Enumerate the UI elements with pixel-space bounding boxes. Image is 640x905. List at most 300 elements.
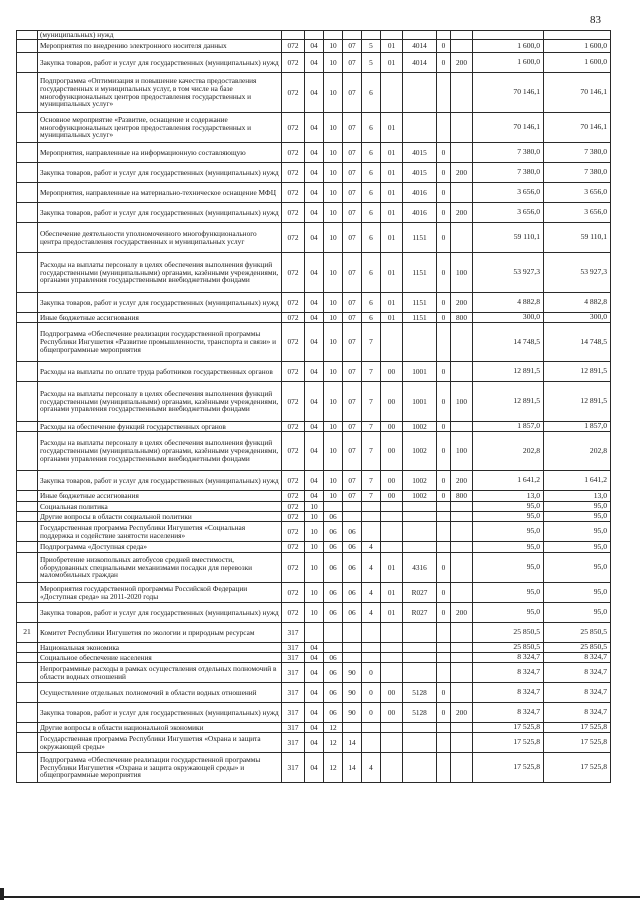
amount-year1: 7 380,0 xyxy=(473,163,544,183)
section-code: 04 xyxy=(305,113,324,143)
row-name: Обеспечение деятельности уполномоченного многофункционального центра предоставления государственных и муниципальных услуг xyxy=(38,223,282,253)
expense-type-code xyxy=(451,143,473,163)
amount-year1: 53 927,3 xyxy=(473,253,544,293)
amount-year1: 1 600,0 xyxy=(473,53,544,73)
row-number xyxy=(17,522,38,542)
direction-code: 4015 xyxy=(403,163,437,183)
chapter-code: 0 xyxy=(437,471,451,491)
direction-code: 1002 xyxy=(403,491,437,502)
activity-code xyxy=(381,623,403,643)
amount-year1: 12 891,5 xyxy=(473,362,544,382)
row-name: Национальная экономика xyxy=(38,643,282,653)
row-number xyxy=(17,31,38,40)
expense-type-code: 100 xyxy=(451,432,473,471)
table-row xyxy=(17,432,611,471)
expense-type-code: 200 xyxy=(451,163,473,183)
expense-type-code: 200 xyxy=(451,603,473,623)
subprogram-code: 0 xyxy=(362,703,381,723)
row-name: Закупка товаров, работ и услуг для государственных (муниципальных) нужд xyxy=(38,203,282,223)
direction-code: 4016 xyxy=(403,203,437,223)
row-number xyxy=(17,183,38,203)
subprogram-code: 7 xyxy=(362,432,381,471)
subprogram-code xyxy=(362,653,381,663)
row-name: Подпрограмма «Обеспечение реализации государственной программы Республики Ингушетия «Охрана и защита окружающей среды» и общепрограммные мероприятия xyxy=(38,753,282,783)
program-code: 14 xyxy=(343,753,362,783)
activity-code: 01 xyxy=(381,113,403,143)
section-code xyxy=(305,623,324,643)
expense-type-code xyxy=(451,522,473,542)
subprogram-code: 6 xyxy=(362,313,381,323)
amount-year2: 202,8 xyxy=(544,432,611,471)
subsection-code xyxy=(324,623,343,643)
ministry-code: 072 xyxy=(282,522,305,542)
amount-year2: 95,0 xyxy=(544,522,611,542)
amount-year2: 3 656,0 xyxy=(544,203,611,223)
section-code: 04 xyxy=(305,163,324,183)
activity-code: 00 xyxy=(381,382,403,422)
ministry-code: 072 xyxy=(282,553,305,583)
program-code xyxy=(343,643,362,653)
amount-year2: 8 324,7 xyxy=(544,663,611,683)
amount-year2: 17 525,8 xyxy=(544,753,611,783)
expense-type-code: 100 xyxy=(451,253,473,293)
activity-code: 00 xyxy=(381,422,403,432)
row-number xyxy=(17,583,38,603)
chapter-code xyxy=(437,643,451,653)
row-number xyxy=(17,542,38,553)
row-number xyxy=(17,313,38,323)
expense-type-code xyxy=(451,31,473,40)
expense-type-code: 800 xyxy=(451,491,473,502)
chapter-code: 0 xyxy=(437,553,451,583)
amount-year1: 95,0 xyxy=(473,603,544,623)
direction-code xyxy=(403,502,437,512)
expense-type-code xyxy=(451,753,473,783)
subsection-code: 10 xyxy=(324,313,343,323)
direction-code: 1001 xyxy=(403,362,437,382)
ministry-code: 317 xyxy=(282,683,305,703)
chapter-code xyxy=(437,73,451,113)
ministry-code: 072 xyxy=(282,432,305,471)
table-row xyxy=(17,603,611,623)
chapter-code: 0 xyxy=(437,491,451,502)
budget-table xyxy=(16,30,611,783)
section-code: 04 xyxy=(305,40,324,53)
row-name: Закупка товаров, работ и услуг для государственных (муниципальных) нужд xyxy=(38,603,282,623)
expense-type-code xyxy=(451,73,473,113)
activity-code: 01 xyxy=(381,603,403,623)
subsection-code: 06 xyxy=(324,522,343,542)
amount-year1: 17 525,8 xyxy=(473,733,544,753)
chapter-code: 0 xyxy=(437,143,451,163)
chapter-code xyxy=(437,323,451,362)
table-row xyxy=(17,422,611,432)
row-number xyxy=(17,471,38,491)
table-row xyxy=(17,643,611,653)
row-number xyxy=(17,683,38,703)
amount-year1: 95,0 xyxy=(473,512,544,522)
subsection-code: 06 xyxy=(324,583,343,603)
activity-code: 01 xyxy=(381,293,403,313)
activity-code xyxy=(381,73,403,113)
chapter-code xyxy=(437,502,451,512)
subsection-code: 10 xyxy=(324,183,343,203)
program-code: 06 xyxy=(343,542,362,553)
amount-year1: 13,0 xyxy=(473,491,544,502)
program-code: 07 xyxy=(343,253,362,293)
ministry-code: 072 xyxy=(282,502,305,512)
program-code xyxy=(343,653,362,663)
direction-code: 4014 xyxy=(403,53,437,73)
expense-type-code: 200 xyxy=(451,203,473,223)
direction-code: 1151 xyxy=(403,293,437,313)
row-number xyxy=(17,53,38,73)
table-row xyxy=(17,313,611,323)
ministry-code: 317 xyxy=(282,653,305,663)
row-name: Расходы на выплаты персоналу в целях обеспечения выполнения функций государственными (муниципальными) органами, казёнными учреждениями, органами управления государственными внебюджетными фондами xyxy=(38,382,282,422)
row-name: Мероприятия, направленные на информационную составляющую xyxy=(38,143,282,163)
activity-code xyxy=(381,323,403,362)
program-code: 06 xyxy=(343,583,362,603)
expense-type-code xyxy=(451,40,473,53)
table-row xyxy=(17,583,611,603)
subprogram-code xyxy=(362,522,381,542)
expense-type-code xyxy=(451,723,473,733)
section-code: 10 xyxy=(305,553,324,583)
row-number xyxy=(17,422,38,432)
row-name: Государственная программа Республики Ингушетия «Социальная поддержка и содействие занятости населения» xyxy=(38,522,282,542)
subprogram-code: 6 xyxy=(362,183,381,203)
chapter-code: 0 xyxy=(437,53,451,73)
row-number xyxy=(17,491,38,502)
chapter-code xyxy=(437,653,451,663)
expense-type-code xyxy=(451,583,473,603)
row-number xyxy=(17,432,38,471)
chapter-code: 0 xyxy=(437,583,451,603)
amount-year1: 14 748,5 xyxy=(473,323,544,362)
section-code: 04 xyxy=(305,471,324,491)
activity-code: 01 xyxy=(381,313,403,323)
row-number xyxy=(17,553,38,583)
table-row xyxy=(17,733,611,753)
ministry-code: 072 xyxy=(282,40,305,53)
ministry-code: 072 xyxy=(282,603,305,623)
program-code: 07 xyxy=(343,40,362,53)
activity-code: 00 xyxy=(381,491,403,502)
subprogram-code: 7 xyxy=(362,491,381,502)
subprogram-code: 7 xyxy=(362,382,381,422)
row-number xyxy=(17,653,38,663)
activity-code xyxy=(381,723,403,733)
row-number xyxy=(17,753,38,783)
subprogram-code: 6 xyxy=(362,223,381,253)
expense-type-code xyxy=(451,183,473,203)
ministry-code: 317 xyxy=(282,643,305,653)
amount-year1: 95,0 xyxy=(473,502,544,512)
direction-code xyxy=(403,723,437,733)
amount-year2: 1 600,0 xyxy=(544,53,611,73)
subprogram-code: 6 xyxy=(362,163,381,183)
ministry-code: 072 xyxy=(282,53,305,73)
program-code: 07 xyxy=(343,293,362,313)
activity-code xyxy=(381,512,403,522)
row-name: Мероприятия по внедрению электронного носителя данных xyxy=(38,40,282,53)
subsection-code: 06 xyxy=(324,553,343,583)
amount-year1: 95,0 xyxy=(473,522,544,542)
row-name: Закупка товаров, работ и услуг для государственных (муниципальных) нужд xyxy=(38,163,282,183)
expense-type-code: 100 xyxy=(451,382,473,422)
activity-code xyxy=(381,31,403,40)
activity-code: 01 xyxy=(381,163,403,183)
program-code: 07 xyxy=(343,491,362,502)
amount-year1: 95,0 xyxy=(473,583,544,603)
subprogram-code: 6 xyxy=(362,253,381,293)
ministry-code: 317 xyxy=(282,733,305,753)
program-code: 07 xyxy=(343,422,362,432)
activity-code: 00 xyxy=(381,471,403,491)
row-number xyxy=(17,643,38,653)
expense-type-code xyxy=(451,512,473,522)
ministry-code: 072 xyxy=(282,362,305,382)
table-row xyxy=(17,31,611,40)
ministry-code: 072 xyxy=(282,542,305,553)
table-row xyxy=(17,163,611,183)
expense-type-code xyxy=(451,683,473,703)
table-row xyxy=(17,53,611,73)
section-code: 04 xyxy=(305,733,324,753)
table-row xyxy=(17,522,611,542)
expense-type-code xyxy=(451,362,473,382)
expense-type-code xyxy=(451,643,473,653)
row-name: (муниципальных) нужд xyxy=(38,31,282,40)
amount-year2: 8 324,7 xyxy=(544,683,611,703)
section-code: 04 xyxy=(305,703,324,723)
direction-code xyxy=(403,512,437,522)
ministry-code: 072 xyxy=(282,203,305,223)
amount-year1: 1 857,0 xyxy=(473,422,544,432)
activity-code xyxy=(381,753,403,783)
program-code: 07 xyxy=(343,113,362,143)
section-code: 10 xyxy=(305,603,324,623)
chapter-code: 0 xyxy=(437,683,451,703)
ministry-code: 072 xyxy=(282,512,305,522)
row-name: Основное мероприятие «Развитие, оснащение и содержание многофункциональных центров предоставления государственных и муниципальных услуг» xyxy=(38,113,282,143)
section-code xyxy=(305,31,324,40)
section-code: 04 xyxy=(305,382,324,422)
row-name: Непрограммные расходы в рамках осуществления отдельных полномочий в области водных отношений xyxy=(38,663,282,683)
ministry-code: 072 xyxy=(282,313,305,323)
program-code xyxy=(343,31,362,40)
subprogram-code xyxy=(362,31,381,40)
chapter-code: 0 xyxy=(437,40,451,53)
expense-type-code xyxy=(451,323,473,362)
table-row xyxy=(17,723,611,733)
direction-code xyxy=(403,113,437,143)
section-code: 04 xyxy=(305,73,324,113)
chapter-code: 0 xyxy=(437,293,451,313)
subsection-code: 10 xyxy=(324,223,343,253)
program-code: 07 xyxy=(343,313,362,323)
amount-year2: 1 600,0 xyxy=(544,40,611,53)
row-name: Мероприятия, направленные на материально-техническое оснащение МФЦ xyxy=(38,183,282,203)
program-code xyxy=(343,623,362,643)
table-row xyxy=(17,323,611,362)
amount-year1: 25 850,5 xyxy=(473,643,544,653)
table-row xyxy=(17,293,611,313)
direction-code xyxy=(403,542,437,553)
amount-year2: 12 891,5 xyxy=(544,382,611,422)
row-name: Социальное обеспечение населения xyxy=(38,653,282,663)
section-code: 04 xyxy=(305,643,324,653)
program-code: 07 xyxy=(343,183,362,203)
program-code: 07 xyxy=(343,471,362,491)
row-number xyxy=(17,163,38,183)
table-row xyxy=(17,253,611,293)
chapter-code: 0 xyxy=(437,432,451,471)
activity-code xyxy=(381,663,403,683)
amount-year1: 95,0 xyxy=(473,553,544,583)
subsection-code xyxy=(324,502,343,512)
activity-code: 01 xyxy=(381,183,403,203)
table-row xyxy=(17,183,611,203)
activity-code xyxy=(381,502,403,512)
table-row xyxy=(17,683,611,703)
program-code xyxy=(343,502,362,512)
amount-year2: 7 380,0 xyxy=(544,143,611,163)
row-number xyxy=(17,512,38,522)
direction-code: 1151 xyxy=(403,253,437,293)
activity-code: 01 xyxy=(381,40,403,53)
section-code: 04 xyxy=(305,223,324,253)
table-row xyxy=(17,113,611,143)
section-code: 04 xyxy=(305,203,324,223)
row-name: Подпрограмма «Обеспечение реализации государственной программы Республики Ингушетия «Развитие промышленности, транспорта и связи» и общепрограммные мероприятия xyxy=(38,323,282,362)
program-code: 06 xyxy=(343,603,362,623)
row-number xyxy=(17,73,38,113)
table-row xyxy=(17,382,611,422)
chapter-code xyxy=(437,733,451,753)
row-name: Другие вопросы в области национальной экономики xyxy=(38,723,282,733)
section-code: 04 xyxy=(305,432,324,471)
amount-year2: 8 324,7 xyxy=(544,653,611,663)
amount-year2: 1 857,0 xyxy=(544,422,611,432)
row-number: 21 xyxy=(17,623,38,643)
subsection-code: 06 xyxy=(324,663,343,683)
row-number xyxy=(17,223,38,253)
amount-year1: 70 146,1 xyxy=(473,73,544,113)
row-name: Расходы на выплаты по оплате труда работников государственных органов xyxy=(38,362,282,382)
row-number xyxy=(17,603,38,623)
ministry-code: 317 xyxy=(282,703,305,723)
table-row xyxy=(17,223,611,253)
table-row xyxy=(17,553,611,583)
direction-code: R027 xyxy=(403,583,437,603)
table-row xyxy=(17,653,611,663)
subsection-code: 10 xyxy=(324,471,343,491)
subsection-code: 06 xyxy=(324,603,343,623)
direction-code xyxy=(403,623,437,643)
subprogram-code: 4 xyxy=(362,603,381,623)
activity-code xyxy=(381,733,403,753)
expense-type-code: 200 xyxy=(451,53,473,73)
subsection-code: 10 xyxy=(324,323,343,362)
program-code: 07 xyxy=(343,73,362,113)
amount-year1: 7 380,0 xyxy=(473,143,544,163)
subsection-code xyxy=(324,31,343,40)
table-row xyxy=(17,703,611,723)
amount-year2: 8 324,7 xyxy=(544,703,611,723)
ministry-code: 072 xyxy=(282,293,305,313)
subsection-code: 10 xyxy=(324,362,343,382)
direction-code xyxy=(403,733,437,753)
section-code: 04 xyxy=(305,683,324,703)
row-number xyxy=(17,703,38,723)
direction-code: 4316 xyxy=(403,553,437,583)
ministry-code: 317 xyxy=(282,623,305,643)
section-code: 10 xyxy=(305,522,324,542)
program-code: 07 xyxy=(343,53,362,73)
table-row xyxy=(17,542,611,553)
row-number xyxy=(17,323,38,362)
row-number xyxy=(17,362,38,382)
row-name: Приобретение низкопольных автобусов средней вместимости, оборудованных специальными механизмами посадки для перевозки маломобильных граждан xyxy=(38,553,282,583)
row-name: Государственная программа Республики Ингушетия «Охрана и защита окружающей среды» xyxy=(38,733,282,753)
activity-code xyxy=(381,653,403,663)
subprogram-code xyxy=(362,502,381,512)
direction-code: 4014 xyxy=(403,40,437,53)
activity-code: 01 xyxy=(381,53,403,73)
expense-type-code: 200 xyxy=(451,703,473,723)
program-code: 07 xyxy=(343,163,362,183)
section-code: 10 xyxy=(305,542,324,553)
amount-year1: 17 525,8 xyxy=(473,753,544,783)
subsection-code: 10 xyxy=(324,53,343,73)
program-code xyxy=(343,723,362,733)
table-row xyxy=(17,40,611,53)
ministry-code: 072 xyxy=(282,163,305,183)
amount-year2: 25 850,5 xyxy=(544,623,611,643)
row-name: Расходы на обеспечение функций государственных органов xyxy=(38,422,282,432)
expense-type-code xyxy=(451,223,473,253)
subprogram-code: 6 xyxy=(362,113,381,143)
subsection-code: 10 xyxy=(324,73,343,113)
amount-year1: 202,8 xyxy=(473,432,544,471)
subprogram-code: 7 xyxy=(362,323,381,362)
subsection-code: 06 xyxy=(324,653,343,663)
section-code: 04 xyxy=(305,723,324,733)
ministry-code: 072 xyxy=(282,143,305,163)
program-code: 90 xyxy=(343,683,362,703)
expense-type-code xyxy=(451,623,473,643)
activity-code xyxy=(381,643,403,653)
activity-code: 01 xyxy=(381,253,403,293)
program-code: 07 xyxy=(343,143,362,163)
direction-code xyxy=(403,663,437,683)
row-number xyxy=(17,40,38,53)
subsection-code: 06 xyxy=(324,542,343,553)
chapter-code xyxy=(437,512,451,522)
program-code: 14 xyxy=(343,733,362,753)
chapter-code xyxy=(437,663,451,683)
activity-code xyxy=(381,522,403,542)
subprogram-code: 7 xyxy=(362,362,381,382)
subsection-code: 10 xyxy=(324,113,343,143)
table-row xyxy=(17,362,611,382)
table-row xyxy=(17,512,611,522)
chapter-code: 0 xyxy=(437,183,451,203)
amount-year1: 1 641,2 xyxy=(473,471,544,491)
amount-year1: 8 324,7 xyxy=(473,703,544,723)
